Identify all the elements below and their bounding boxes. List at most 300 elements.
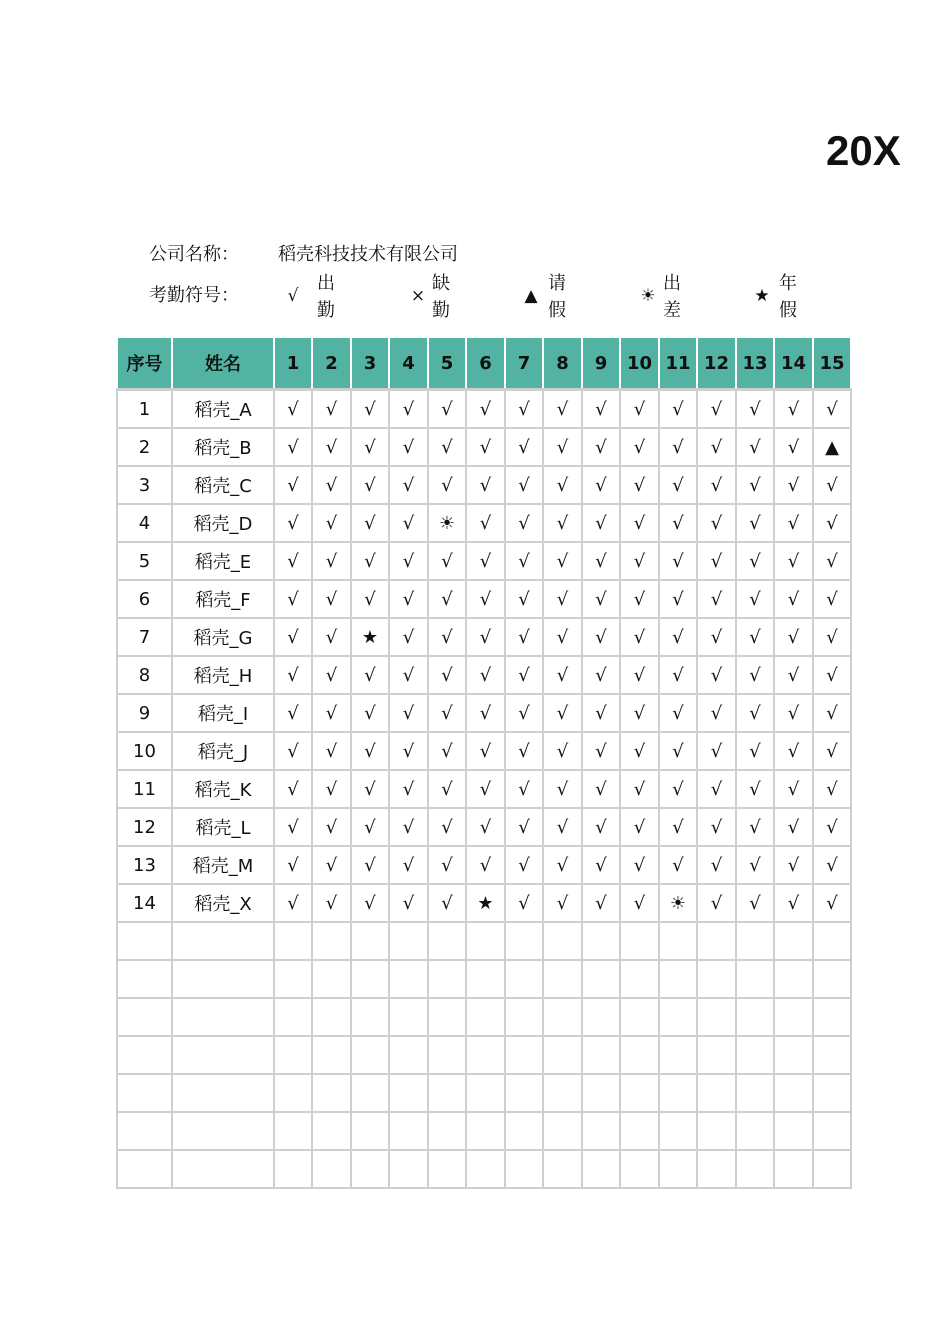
empty-cell bbox=[172, 1150, 274, 1188]
attendance-mark: √ bbox=[274, 770, 312, 808]
table-body bbox=[117, 390, 851, 1189]
attendance-mark: √ bbox=[620, 466, 659, 504]
attendance-mark: √ bbox=[543, 884, 582, 922]
attendance-mark: √ bbox=[389, 808, 428, 846]
attendance-mark: √ bbox=[736, 732, 774, 770]
empty-cell bbox=[582, 1074, 620, 1112]
attendance-mark: √ bbox=[582, 808, 620, 846]
attendance-mark: √ bbox=[543, 618, 582, 656]
attendance-mark: √ bbox=[274, 542, 312, 580]
empty-cell bbox=[582, 1112, 620, 1150]
empty-row bbox=[117, 1112, 851, 1150]
row-number: 8 bbox=[117, 656, 172, 694]
attendance-mark: √ bbox=[736, 390, 774, 429]
attendance-mark: √ bbox=[274, 428, 312, 466]
attendance-mark: √ bbox=[466, 542, 505, 580]
attendance-mark: √ bbox=[659, 580, 697, 618]
table-row bbox=[117, 504, 851, 542]
empty-cell bbox=[659, 960, 697, 998]
attendance-mark: √ bbox=[312, 656, 351, 694]
empty-cell bbox=[428, 960, 466, 998]
table-row bbox=[117, 770, 851, 808]
attendance-mark: √ bbox=[774, 732, 813, 770]
empty-cell bbox=[505, 922, 543, 960]
attendance-mark: √ bbox=[774, 694, 813, 732]
attendance-mark: √ bbox=[312, 466, 351, 504]
attendance-mark: √ bbox=[582, 580, 620, 618]
header-day-9: 9 bbox=[582, 338, 620, 390]
attendance-mark: √ bbox=[543, 428, 582, 466]
empty-cell bbox=[466, 998, 505, 1036]
page-title: 20X bbox=[826, 127, 901, 174]
attendance-mark: √ bbox=[312, 846, 351, 884]
attendance-mark: ☀ bbox=[428, 504, 466, 542]
star-icon: ★ bbox=[754, 286, 770, 306]
attendance-mark: √ bbox=[813, 618, 851, 656]
attendance-mark: √ bbox=[466, 694, 505, 732]
attendance-mark: √ bbox=[774, 618, 813, 656]
attendance-mark: √ bbox=[659, 656, 697, 694]
attendance-mark: √ bbox=[312, 732, 351, 770]
empty-cell bbox=[172, 960, 274, 998]
header-day-11: 11 bbox=[659, 338, 697, 390]
attendance-mark: √ bbox=[620, 504, 659, 542]
attendance-mark: √ bbox=[389, 884, 428, 922]
attendance-mark: √ bbox=[582, 428, 620, 466]
empty-cell bbox=[620, 1150, 659, 1188]
table-row bbox=[117, 656, 851, 694]
empty-cell bbox=[505, 1150, 543, 1188]
header-day-4: 4 bbox=[389, 338, 428, 390]
attendance-mark: √ bbox=[312, 390, 351, 429]
empty-cell bbox=[543, 1112, 582, 1150]
attendance-mark: √ bbox=[543, 808, 582, 846]
row-number: 3 bbox=[117, 466, 172, 504]
header-day-15: 15 bbox=[813, 338, 851, 390]
empty-cell bbox=[274, 1150, 312, 1188]
header-day-12: 12 bbox=[697, 338, 736, 390]
attendance-mark: √ bbox=[736, 884, 774, 922]
attendance-mark: √ bbox=[351, 846, 389, 884]
attendance-mark: √ bbox=[351, 656, 389, 694]
attendance-mark: √ bbox=[466, 846, 505, 884]
attendance-mark: √ bbox=[543, 732, 582, 770]
attendance-mark: √ bbox=[274, 618, 312, 656]
attendance-mark: √ bbox=[736, 504, 774, 542]
attendance-mark: √ bbox=[582, 884, 620, 922]
empty-cell bbox=[428, 998, 466, 1036]
attendance-mark: √ bbox=[389, 732, 428, 770]
empty-row bbox=[117, 1036, 851, 1074]
empty-cell bbox=[312, 1036, 351, 1074]
attendance-mark: √ bbox=[312, 770, 351, 808]
attendance-mark: √ bbox=[351, 466, 389, 504]
table-row bbox=[117, 694, 851, 732]
row-number: 4 bbox=[117, 504, 172, 542]
legend-text-trip: 出差 bbox=[663, 273, 681, 321]
empty-cell bbox=[813, 1112, 851, 1150]
attendance-mark: √ bbox=[505, 542, 543, 580]
empty-cell bbox=[312, 922, 351, 960]
empty-cell bbox=[312, 998, 351, 1036]
attendance-mark: √ bbox=[505, 618, 543, 656]
attendance-mark: √ bbox=[389, 466, 428, 504]
header-day-14: 14 bbox=[774, 338, 813, 390]
attendance-mark: √ bbox=[389, 428, 428, 466]
attendance-mark: √ bbox=[466, 504, 505, 542]
attendance-mark: √ bbox=[505, 580, 543, 618]
attendance-mark: √ bbox=[774, 466, 813, 504]
empty-cell bbox=[736, 960, 774, 998]
attendance-mark: √ bbox=[351, 390, 389, 429]
empty-cell bbox=[659, 922, 697, 960]
empty-cell bbox=[774, 1150, 813, 1188]
empty-cell bbox=[117, 1112, 172, 1150]
attendance-mark: √ bbox=[659, 428, 697, 466]
attendance-mark: ★ bbox=[466, 884, 505, 922]
attendance-mark: √ bbox=[274, 656, 312, 694]
header-day-3: 3 bbox=[351, 338, 389, 390]
attendance-mark: √ bbox=[582, 466, 620, 504]
empty-cell bbox=[274, 922, 312, 960]
empty-cell bbox=[172, 1112, 274, 1150]
attendance-mark: √ bbox=[428, 732, 466, 770]
attendance-mark: √ bbox=[697, 618, 736, 656]
attendance-mark: √ bbox=[312, 884, 351, 922]
empty-cell bbox=[620, 1036, 659, 1074]
employee-name: 稻壳_D bbox=[172, 504, 274, 542]
attendance-mark: √ bbox=[312, 542, 351, 580]
attendance-mark: √ bbox=[582, 618, 620, 656]
attendance-mark: √ bbox=[505, 694, 543, 732]
attendance-mark: √ bbox=[582, 504, 620, 542]
attendance-mark: √ bbox=[312, 694, 351, 732]
attendance-mark: √ bbox=[274, 808, 312, 846]
attendance-mark: √ bbox=[697, 694, 736, 732]
header-day-10: 10 bbox=[620, 338, 659, 390]
attendance-mark: √ bbox=[351, 808, 389, 846]
attendance-mark: √ bbox=[813, 846, 851, 884]
attendance-mark: √ bbox=[389, 580, 428, 618]
empty-cell bbox=[543, 1150, 582, 1188]
attendance-mark: √ bbox=[659, 618, 697, 656]
empty-cell bbox=[620, 1112, 659, 1150]
attendance-mark: √ bbox=[774, 884, 813, 922]
empty-cell bbox=[697, 922, 736, 960]
attendance-mark: √ bbox=[736, 466, 774, 504]
empty-cell bbox=[351, 922, 389, 960]
triangle-icon: ▲ bbox=[524, 286, 538, 306]
empty-cell bbox=[274, 1036, 312, 1074]
employee-name: 稻壳_H bbox=[172, 656, 274, 694]
attendance-mark: √ bbox=[697, 770, 736, 808]
attendance-mark: √ bbox=[466, 580, 505, 618]
header-name: 姓名 bbox=[172, 338, 274, 390]
attendance-mark: √ bbox=[312, 808, 351, 846]
empty-row bbox=[117, 922, 851, 960]
empty-row bbox=[117, 1150, 851, 1188]
attendance-mark: √ bbox=[582, 846, 620, 884]
empty-cell bbox=[466, 922, 505, 960]
empty-cell bbox=[697, 960, 736, 998]
attendance-mark: √ bbox=[466, 732, 505, 770]
attendance-mark: √ bbox=[697, 656, 736, 694]
empty-cell bbox=[697, 1150, 736, 1188]
empty-cell bbox=[117, 998, 172, 1036]
row-number: 5 bbox=[117, 542, 172, 580]
attendance-mark: √ bbox=[774, 656, 813, 694]
empty-cell bbox=[736, 998, 774, 1036]
empty-cell bbox=[351, 960, 389, 998]
attendance-mark: √ bbox=[736, 428, 774, 466]
empty-cell bbox=[351, 1036, 389, 1074]
empty-cell bbox=[117, 1074, 172, 1112]
empty-cell bbox=[813, 922, 851, 960]
empty-cell bbox=[774, 1112, 813, 1150]
attendance-mark: √ bbox=[697, 542, 736, 580]
attendance-mark: √ bbox=[620, 618, 659, 656]
header-day-7: 7 bbox=[505, 338, 543, 390]
empty-cell bbox=[659, 1112, 697, 1150]
attendance-mark: √ bbox=[774, 504, 813, 542]
empty-cell bbox=[428, 1112, 466, 1150]
empty-cell bbox=[274, 998, 312, 1036]
empty-cell bbox=[466, 1112, 505, 1150]
empty-cell bbox=[428, 1074, 466, 1112]
attendance-mark: √ bbox=[620, 732, 659, 770]
row-number: 10 bbox=[117, 732, 172, 770]
employee-name: 稻壳_G bbox=[172, 618, 274, 656]
attendance-mark: √ bbox=[505, 390, 543, 429]
attendance-mark: √ bbox=[774, 428, 813, 466]
attendance-mark: √ bbox=[697, 428, 736, 466]
row-number: 9 bbox=[117, 694, 172, 732]
empty-cell bbox=[274, 960, 312, 998]
attendance-mark: √ bbox=[428, 884, 466, 922]
employee-name: 稻壳_F bbox=[172, 580, 274, 618]
attendance-mark: √ bbox=[351, 542, 389, 580]
attendance-mark: √ bbox=[505, 884, 543, 922]
attendance-mark: √ bbox=[428, 390, 466, 429]
attendance-mark: √ bbox=[774, 542, 813, 580]
empty-cell bbox=[582, 1150, 620, 1188]
empty-cell bbox=[659, 1036, 697, 1074]
employee-name: 稻壳_J bbox=[172, 732, 274, 770]
empty-cell bbox=[351, 1074, 389, 1112]
empty-cell bbox=[312, 1112, 351, 1150]
empty-cell bbox=[582, 922, 620, 960]
attendance-mark: √ bbox=[312, 428, 351, 466]
empty-cell bbox=[117, 960, 172, 998]
attendance-mark: √ bbox=[774, 808, 813, 846]
attendance-mark: √ bbox=[543, 656, 582, 694]
empty-cell bbox=[813, 1036, 851, 1074]
legend-label: 考勤符号： bbox=[149, 285, 239, 306]
employee-name: 稻壳_A bbox=[172, 390, 274, 429]
attendance-mark: √ bbox=[813, 390, 851, 429]
employee-name: 稻壳_X bbox=[172, 884, 274, 922]
attendance-mark: √ bbox=[466, 618, 505, 656]
attendance-mark: √ bbox=[466, 770, 505, 808]
empty-cell bbox=[466, 1074, 505, 1112]
empty-cell bbox=[428, 1036, 466, 1074]
legend-text-leave: 请假 bbox=[548, 273, 566, 321]
header-no: 序号 bbox=[117, 338, 172, 390]
empty-cell bbox=[697, 1074, 736, 1112]
attendance-mark: √ bbox=[543, 504, 582, 542]
attendance-mark: √ bbox=[274, 580, 312, 618]
attendance-mark: √ bbox=[659, 770, 697, 808]
attendance-mark: √ bbox=[697, 846, 736, 884]
attendance-mark: √ bbox=[697, 580, 736, 618]
attendance-mark: √ bbox=[697, 504, 736, 542]
attendance-mark: √ bbox=[428, 770, 466, 808]
employee-name: 稻壳_K bbox=[172, 770, 274, 808]
attendance-mark: √ bbox=[659, 504, 697, 542]
legend-text-present: 出勤 bbox=[317, 273, 335, 321]
row-number: 11 bbox=[117, 770, 172, 808]
attendance-mark: √ bbox=[620, 884, 659, 922]
attendance-mark: √ bbox=[736, 694, 774, 732]
attendance-mark: √ bbox=[697, 732, 736, 770]
attendance-mark: √ bbox=[351, 580, 389, 618]
employee-name: 稻壳_C bbox=[172, 466, 274, 504]
table-row bbox=[117, 732, 851, 770]
attendance-mark: √ bbox=[505, 732, 543, 770]
empty-cell bbox=[813, 960, 851, 998]
attendance-mark: √ bbox=[543, 694, 582, 732]
company-label: 公司名称： bbox=[149, 244, 239, 265]
empty-cell bbox=[389, 1036, 428, 1074]
attendance-mark: ★ bbox=[351, 618, 389, 656]
empty-cell bbox=[389, 998, 428, 1036]
attendance-mark: √ bbox=[736, 846, 774, 884]
attendance-mark: √ bbox=[351, 884, 389, 922]
attendance-mark: √ bbox=[620, 808, 659, 846]
empty-cell bbox=[351, 1112, 389, 1150]
header-day-1: 1 bbox=[274, 338, 312, 390]
empty-cell bbox=[813, 1074, 851, 1112]
empty-cell bbox=[620, 960, 659, 998]
attendance-mark: √ bbox=[505, 770, 543, 808]
attendance-mark: √ bbox=[428, 694, 466, 732]
empty-cell bbox=[543, 960, 582, 998]
empty-cell bbox=[389, 960, 428, 998]
attendance-mark: √ bbox=[351, 504, 389, 542]
employee-name: 稻壳_M bbox=[172, 846, 274, 884]
employee-name: 稻壳_E bbox=[172, 542, 274, 580]
attendance-table bbox=[116, 337, 852, 1189]
empty-row bbox=[117, 1074, 851, 1112]
table-row bbox=[117, 542, 851, 580]
attendance-mark: √ bbox=[736, 770, 774, 808]
empty-cell bbox=[389, 1150, 428, 1188]
empty-cell bbox=[774, 998, 813, 1036]
attendance-mark: √ bbox=[813, 732, 851, 770]
attendance-mark: √ bbox=[659, 808, 697, 846]
row-number: 7 bbox=[117, 618, 172, 656]
attendance-mark: √ bbox=[659, 846, 697, 884]
empty-cell bbox=[813, 998, 851, 1036]
empty-cell bbox=[620, 922, 659, 960]
attendance-mark: √ bbox=[659, 732, 697, 770]
attendance-mark: √ bbox=[389, 504, 428, 542]
attendance-mark: √ bbox=[274, 846, 312, 884]
empty-cell bbox=[620, 998, 659, 1036]
attendance-mark: √ bbox=[466, 428, 505, 466]
row-number: 2 bbox=[117, 428, 172, 466]
attendance-mark: √ bbox=[620, 770, 659, 808]
attendance-mark: √ bbox=[505, 466, 543, 504]
legend-text-absent: 缺勤 bbox=[432, 273, 450, 321]
attendance-mark: ☀ bbox=[659, 884, 697, 922]
attendance-mark: √ bbox=[428, 656, 466, 694]
attendance-mark: √ bbox=[774, 580, 813, 618]
attendance-mark: √ bbox=[736, 618, 774, 656]
empty-cell bbox=[736, 1036, 774, 1074]
attendance-mark: √ bbox=[813, 656, 851, 694]
attendance-mark: √ bbox=[312, 580, 351, 618]
attendance-mark: √ bbox=[582, 390, 620, 429]
attendance-mark: √ bbox=[428, 618, 466, 656]
empty-cell bbox=[274, 1074, 312, 1112]
attendance-mark: √ bbox=[505, 428, 543, 466]
attendance-mark: √ bbox=[813, 694, 851, 732]
company-name: 稻壳科技技术有限公司 bbox=[278, 244, 458, 265]
attendance-mark: √ bbox=[505, 808, 543, 846]
attendance-mark: √ bbox=[659, 390, 697, 429]
header-day-13: 13 bbox=[736, 338, 774, 390]
attendance-mark: √ bbox=[697, 808, 736, 846]
attendance-mark: √ bbox=[505, 656, 543, 694]
attendance-mark: √ bbox=[389, 542, 428, 580]
attendance-mark: √ bbox=[582, 656, 620, 694]
attendance-mark: √ bbox=[620, 846, 659, 884]
attendance-mark: √ bbox=[466, 466, 505, 504]
attendance-mark: √ bbox=[774, 770, 813, 808]
attendance-mark: √ bbox=[736, 580, 774, 618]
attendance-mark: √ bbox=[274, 884, 312, 922]
attendance-mark: √ bbox=[466, 808, 505, 846]
attendance-mark: √ bbox=[274, 732, 312, 770]
empty-cell bbox=[117, 922, 172, 960]
cross-icon: × bbox=[410, 286, 426, 306]
empty-cell bbox=[582, 998, 620, 1036]
empty-cell bbox=[172, 998, 274, 1036]
empty-cell bbox=[274, 1112, 312, 1150]
sun-icon: ☀ bbox=[640, 286, 656, 306]
empty-cell bbox=[697, 1112, 736, 1150]
attendance-mark: √ bbox=[813, 466, 851, 504]
empty-cell bbox=[172, 1074, 274, 1112]
empty-cell bbox=[117, 1150, 172, 1188]
attendance-mark: √ bbox=[351, 428, 389, 466]
attendance-mark: √ bbox=[428, 808, 466, 846]
attendance-mark: √ bbox=[466, 390, 505, 429]
attendance-mark: ▲ bbox=[813, 428, 851, 466]
table-row bbox=[117, 580, 851, 618]
attendance-mark: √ bbox=[813, 884, 851, 922]
attendance-mark: √ bbox=[351, 770, 389, 808]
attendance-mark: √ bbox=[813, 770, 851, 808]
attendance-mark: √ bbox=[736, 656, 774, 694]
attendance-mark: √ bbox=[389, 770, 428, 808]
attendance-mark: √ bbox=[582, 732, 620, 770]
row-number: 14 bbox=[117, 884, 172, 922]
empty-cell bbox=[659, 1150, 697, 1188]
empty-cell bbox=[505, 998, 543, 1036]
empty-cell bbox=[543, 1074, 582, 1112]
